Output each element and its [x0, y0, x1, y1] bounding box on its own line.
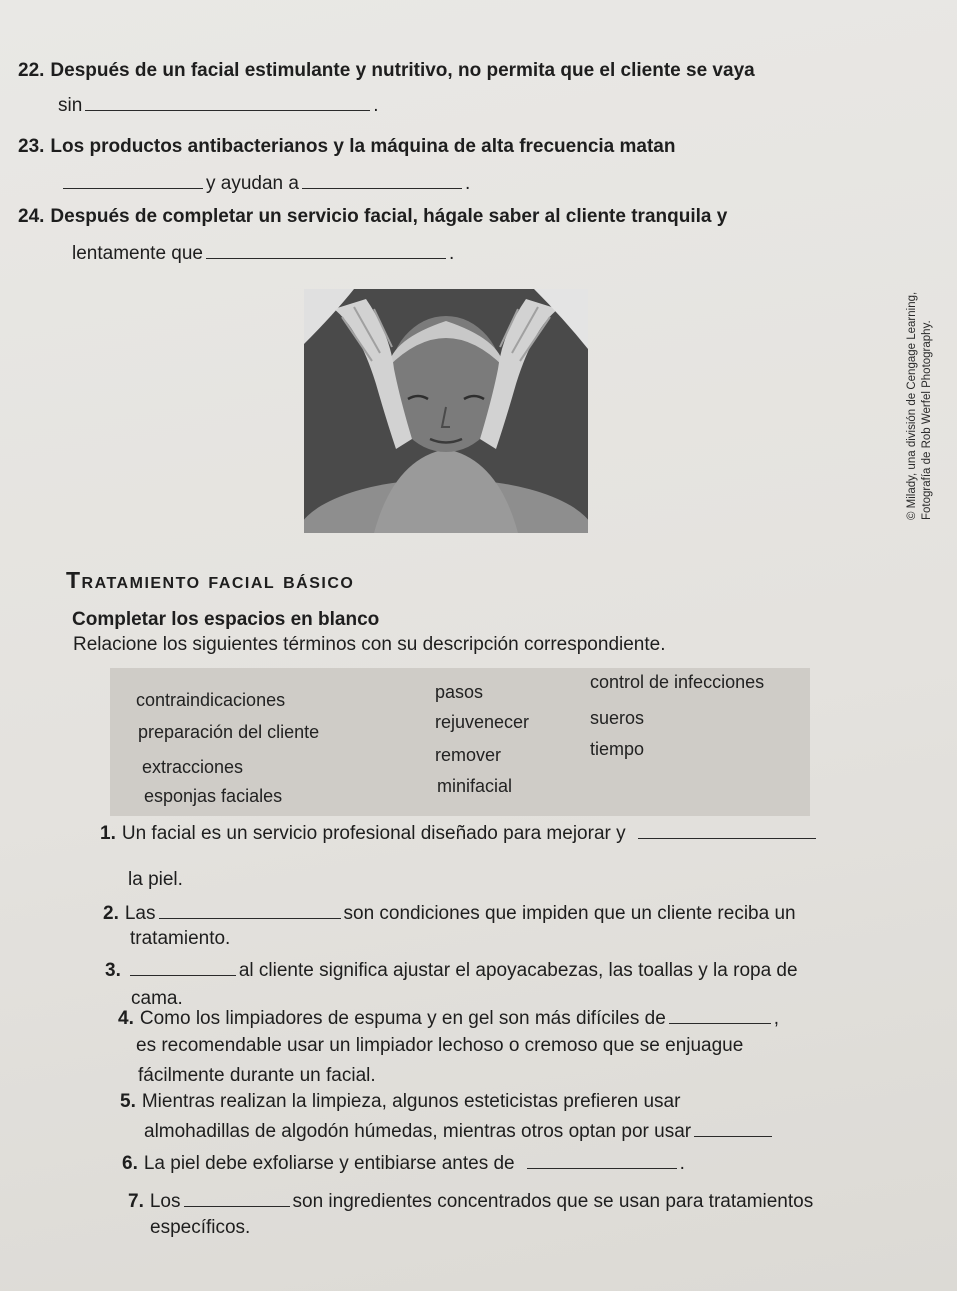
photo-credit-line: Fotografía de Rob Werfel Photography. — [921, 320, 933, 520]
question-22-line2: sin . — [58, 92, 379, 118]
item-text: son condiciones que impiden que un cliente reciba un — [343, 903, 796, 924]
photo-credit-line: © Milady, una división de Cengage Learning, — [906, 291, 918, 520]
item-1-cont: la piel. — [128, 869, 183, 890]
facial-massage-photo — [304, 289, 588, 533]
item-3-cont: cama. — [131, 988, 183, 1009]
answer-blank[interactable] — [638, 820, 816, 839]
item-number: 6. — [122, 1153, 138, 1174]
item-2: 2. Las son condiciones que impiden que un cliente reciba un — [103, 900, 796, 926]
item-7-cont: específicos. — [150, 1217, 251, 1238]
answer-blank[interactable] — [184, 1188, 290, 1207]
question-text: Los productos antibacterianos y la máquina de alta frecuencia matan — [50, 136, 676, 157]
question-number: 22. — [18, 60, 45, 81]
question-text: Después de un facial estimulante y nutritivo, no permita que el cliente se vaya — [50, 60, 755, 81]
item-2-cont: tratamiento. — [130, 928, 231, 949]
item-text: almohadillas de algodón húmedas, mientras otros optan por usar — [144, 1121, 692, 1142]
question-22 — [18, 59, 755, 83]
photo-credit — [905, 292, 935, 520]
question-23-line2: y ayudan a . — [60, 170, 470, 196]
item-1 — [100, 820, 819, 846]
item-number: 3. — [105, 960, 121, 981]
answer-blank[interactable] — [527, 1150, 677, 1169]
question-text: y ayudan a — [206, 173, 299, 194]
item-5-cont — [144, 1118, 775, 1144]
item-text: Como los limpiadores de espuma y en gel son más difíciles de — [139, 1008, 666, 1029]
item-text: Un facial es un servicio profesional diseñado para mejorar y — [121, 823, 626, 844]
term: extracciones — [142, 757, 244, 777]
term: contraindicaciones — [136, 690, 286, 710]
answer-blank[interactable] — [302, 170, 462, 189]
terms-box — [110, 668, 810, 816]
question-24-line2: lentamente que . — [72, 240, 454, 266]
term: rejuvenecer — [435, 712, 530, 732]
term: pasos — [435, 682, 484, 702]
item-text: al cliente significa ajustar el apoyacabezas, las toallas y la ropa de — [238, 960, 798, 981]
section-title: Tratamiento facial básico — [66, 567, 355, 593]
section-subtitle: Completar los espacios en blanco — [72, 609, 380, 630]
item-number: 2. — [103, 903, 119, 924]
item-text: La piel debe exfoliarse y entibiarse antes de — [143, 1153, 515, 1174]
answer-blank[interactable] — [130, 957, 236, 976]
answer-blank[interactable] — [694, 1118, 772, 1137]
item-text: Mientras realizan la limpieza, algunos esteticistas prefieren usar — [141, 1091, 681, 1112]
item-text: son ingredientes concentrados que se usan para tratamientos — [292, 1191, 814, 1212]
answer-blank[interactable] — [85, 92, 370, 111]
question-23 — [18, 135, 675, 159]
item-5 — [120, 1090, 680, 1114]
answer-blank[interactable] — [669, 1005, 771, 1024]
answer-blank[interactable] — [206, 240, 446, 259]
answer-blank[interactable] — [159, 900, 341, 919]
item-number: 4. — [118, 1008, 134, 1029]
question-number: 23. — [18, 136, 45, 157]
section-instructions: Relacione los siguientes términos con su descripción correspondiente. — [73, 634, 666, 655]
term: minifacial — [437, 776, 513, 796]
item-4-cont: es recomendable usar un limpiador lechoso o cremoso que se enjuague — [136, 1035, 744, 1056]
question-24 — [18, 205, 727, 229]
facial-massage-illustration — [304, 289, 588, 533]
term: tiempo — [590, 739, 645, 759]
item-7: 7. Los son ingredientes concentrados que se usan para tratamientos — [128, 1188, 813, 1214]
question-text: sin — [58, 95, 83, 116]
item-6: 6. La piel debe exfoliarse y entibiarse antes de . — [122, 1150, 685, 1176]
question-number: 24. — [18, 206, 45, 227]
answer-blank[interactable] — [63, 170, 203, 189]
item-4-cont2: fácilmente durante un facial. — [138, 1065, 376, 1086]
term: remover — [435, 745, 502, 765]
question-text: lentamente que — [72, 243, 203, 264]
question-text: Después de completar un servicio facial, hágale saber al cliente tranquila y — [50, 206, 728, 227]
term: sueros — [590, 708, 645, 728]
item-4: 4. Como los limpiadores de espuma y en gel son más difíciles de , — [118, 1005, 779, 1031]
item-3 — [105, 957, 798, 983]
term: preparación del cliente — [138, 722, 320, 742]
term: esponjas faciales — [144, 786, 283, 806]
item-number: 7. — [128, 1191, 144, 1212]
item-number: 5. — [120, 1091, 136, 1112]
term: control de infecciones — [590, 672, 765, 692]
item-number: 1. — [100, 823, 116, 844]
